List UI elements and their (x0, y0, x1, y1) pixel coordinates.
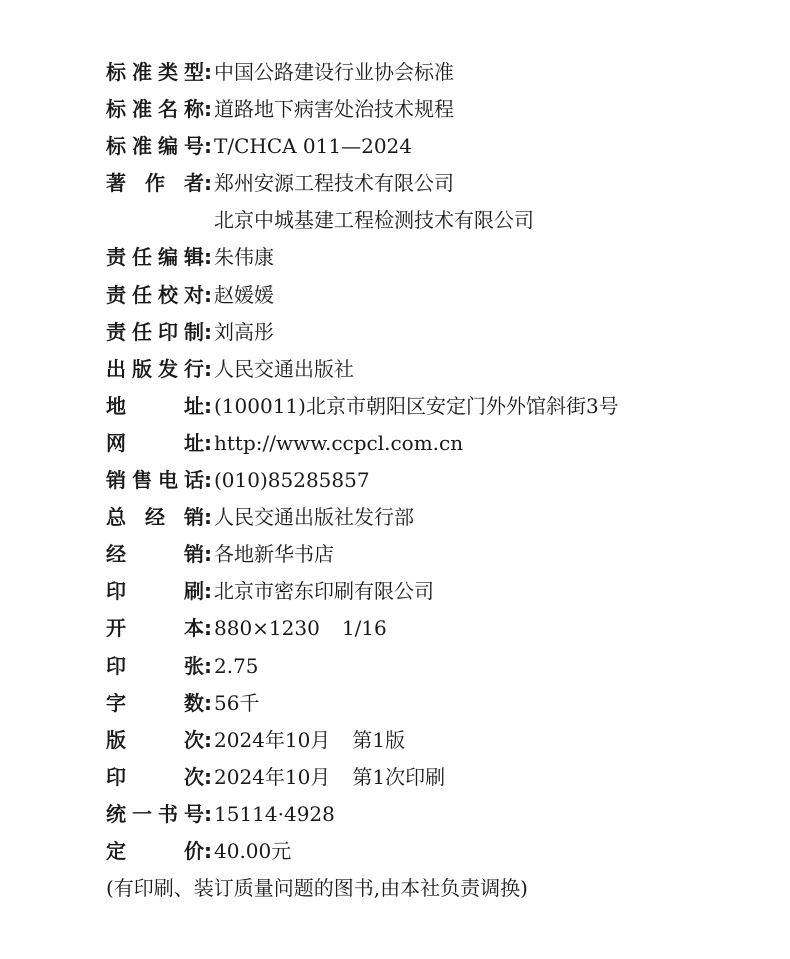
label-char: 开 (106, 616, 126, 641)
colophon-row (106, 425, 766, 462)
label-char: 发 (158, 356, 178, 381)
row-colon: : (204, 505, 212, 530)
row-label (106, 91, 204, 128)
row-value (210, 610, 387, 647)
label-char: 地 (106, 393, 126, 418)
row-colon: : (204, 282, 212, 307)
label-char: 编 (158, 134, 178, 159)
label-char: 名 (158, 97, 178, 122)
label-char: 辑 (184, 245, 204, 270)
label-char: 标 (106, 60, 126, 84)
row-value-text: (100011)北京市朝阳区安定门外外馆斜街3号 (214, 393, 619, 418)
row-value-text: 道路地下病害处治技术规程 (214, 97, 454, 122)
colophon-row (106, 573, 766, 610)
row-label (106, 722, 204, 759)
row-colon: : (204, 319, 212, 344)
row-colon: : (204, 245, 212, 270)
row-label (106, 239, 204, 276)
label-char: 统 (106, 801, 126, 826)
row-label (106, 685, 204, 722)
row-value (210, 277, 274, 314)
row-label (106, 796, 204, 833)
label-char: 数 (184, 690, 204, 715)
row-value-text: http://www.ccpcl.com.cn (214, 430, 464, 455)
row-colon: : (204, 171, 212, 196)
label-char: 准 (132, 60, 152, 84)
row-label (106, 54, 204, 91)
row-value (210, 91, 454, 128)
row-value-text: 15114·4928 (214, 801, 335, 826)
label-char: 印 (106, 764, 126, 789)
label-char: 作 (145, 171, 165, 196)
row-colon: : (204, 764, 212, 789)
label-char: 电 (158, 468, 178, 493)
label-char: 一 (132, 801, 152, 826)
row-value (210, 573, 434, 610)
label-char: 号 (184, 801, 204, 826)
row-value-text: 朱伟康 (214, 245, 274, 270)
label-char: 标 (106, 97, 126, 122)
row-value-text: 40.00元 (214, 838, 292, 863)
colophon-row (106, 54, 766, 91)
label-char: 次 (184, 727, 204, 752)
row-colon: : (204, 134, 212, 159)
row-value-text: 56千 (214, 690, 260, 715)
label-char: 号 (184, 134, 204, 159)
label-char: 版 (106, 727, 126, 752)
label-char: 字 (106, 690, 126, 715)
row-label (106, 314, 204, 351)
row-label (106, 573, 204, 610)
label-char: 总 (106, 505, 126, 530)
row-value-text: 2024年10月 (214, 764, 331, 789)
colophon-row (106, 499, 766, 536)
label-char: 话 (184, 468, 204, 493)
row-label (106, 128, 204, 165)
row-value (210, 388, 619, 425)
label-char: 行 (184, 356, 204, 381)
row-colon: : (204, 393, 212, 418)
row-colon: : (204, 801, 212, 826)
row-value (210, 722, 405, 759)
row-label (106, 833, 204, 870)
row-value (210, 128, 412, 165)
label-char: 网 (106, 430, 126, 455)
colophon-row (106, 388, 766, 425)
label-char: 经 (145, 505, 165, 530)
label-char: 校 (158, 282, 178, 307)
colophon-row (106, 759, 766, 796)
colophon-rows (106, 54, 766, 870)
row-colon: : (204, 616, 212, 641)
label-char: 经 (106, 542, 126, 567)
label-char: 对 (184, 282, 204, 307)
label-char: 销 (184, 505, 204, 530)
row-value-secondary: 第1次印刷 (352, 764, 446, 789)
colophon-row (106, 648, 766, 685)
colophon (106, 54, 766, 907)
row-colon: : (204, 356, 212, 381)
row-label (106, 388, 204, 425)
label-char: 印 (106, 579, 126, 604)
label-char: 任 (132, 282, 152, 307)
row-value (210, 165, 454, 202)
label-char: 销 (184, 542, 204, 567)
row-value-text: 北京中城基建工程检测技术有限公司 (214, 208, 534, 233)
colophon-row (106, 536, 766, 573)
colophon-row (106, 314, 766, 351)
row-value-text: 2024年10月 (214, 727, 331, 752)
row-value (210, 462, 370, 499)
label-char: 者 (184, 171, 204, 196)
row-label (106, 648, 204, 685)
row-value-text: 2.75 (214, 653, 259, 678)
row-value-secondary: 第1版 (352, 727, 406, 752)
row-label (106, 499, 204, 536)
row-value-text: 人民交通出版社 (214, 356, 354, 381)
row-value (210, 239, 274, 276)
colophon-row (106, 277, 766, 314)
row-colon: : (204, 542, 212, 567)
label-char: 称 (184, 97, 204, 122)
row-value-text: 北京市密东印刷有限公司 (214, 579, 434, 604)
row-value (210, 425, 463, 462)
label-char: 印 (158, 319, 178, 344)
label-char: 张 (184, 653, 204, 678)
label-char: 本 (184, 616, 204, 641)
label-char: 次 (184, 764, 204, 789)
label-char: 著 (106, 171, 126, 196)
label-char: 印 (106, 653, 126, 678)
colophon-row (106, 351, 766, 388)
row-value (210, 202, 534, 239)
row-value-text: T/CHCA 011—2024 (214, 134, 412, 159)
label-char: 刷 (184, 579, 204, 604)
row-colon: : (204, 690, 212, 715)
label-char: 责 (106, 319, 126, 344)
row-colon: : (204, 468, 212, 493)
row-value-text: 赵媛媛 (214, 282, 274, 307)
label-char: 版 (132, 356, 152, 381)
row-label (106, 351, 204, 388)
colophon-row (106, 91, 766, 128)
row-value (210, 536, 334, 573)
row-colon: : (204, 579, 212, 604)
row-value-text: 人民交通出版社发行部 (214, 505, 414, 530)
label-char: 标 (106, 134, 126, 159)
row-colon: : (204, 838, 212, 863)
colophon-row (106, 202, 766, 239)
row-colon: : (204, 430, 212, 455)
label-char: 责 (106, 245, 126, 270)
row-value-text: 郑州安源工程技术有限公司 (214, 171, 454, 196)
row-colon: : (204, 727, 212, 752)
row-colon: : (204, 97, 212, 122)
colophon-row (106, 462, 766, 499)
label-char: 任 (132, 245, 152, 270)
row-label (106, 536, 204, 573)
row-value-text: 880×1230 (214, 616, 320, 641)
label-char: 责 (106, 282, 126, 307)
row-label (106, 425, 204, 462)
colophon-row (106, 833, 766, 870)
label-char: 址 (184, 430, 204, 455)
row-value (210, 833, 291, 870)
quality-note: (有印刷、装订质量问题的图书,由本社负责调换) (106, 876, 528, 901)
row-value (210, 796, 335, 833)
row-value-text: (010)85285857 (214, 468, 370, 493)
label-char: 准 (132, 134, 152, 159)
colophon-row (106, 722, 766, 759)
colophon-row (106, 128, 766, 165)
colophon-row (106, 685, 766, 722)
row-value-text: 中国公路建设行业协会标准 (214, 60, 454, 84)
row-value (210, 648, 259, 685)
row-value (210, 54, 454, 91)
row-value (210, 759, 445, 796)
row-colon: : (204, 653, 212, 678)
row-value-text: 刘高彤 (214, 319, 274, 344)
label-char: 准 (132, 97, 152, 122)
label-char: 型 (184, 60, 204, 84)
row-label (106, 759, 204, 796)
row-label (106, 277, 204, 314)
label-char: 书 (158, 801, 178, 826)
row-value-text: 各地新华书店 (214, 542, 334, 567)
row-label (106, 610, 204, 647)
colophon-row (106, 239, 766, 276)
row-label (106, 165, 204, 202)
row-label (106, 462, 204, 499)
row-colon: : (204, 60, 212, 84)
row-value (210, 351, 354, 388)
label-char: 出 (106, 356, 126, 381)
row-value (210, 685, 259, 722)
colophon-row (106, 796, 766, 833)
label-char: 址 (184, 393, 204, 418)
row-value (210, 499, 414, 536)
label-char: 类 (158, 60, 178, 84)
colophon-row (106, 165, 766, 202)
label-char: 任 (132, 319, 152, 344)
label-char: 制 (184, 319, 204, 344)
colophon-row (106, 610, 766, 647)
label-char: 销 (106, 468, 126, 493)
label-char: 售 (132, 468, 152, 493)
label-char: 编 (158, 245, 178, 270)
row-value (210, 314, 274, 351)
row-value-secondary: 1/16 (341, 616, 387, 641)
label-char: 价 (184, 838, 204, 863)
label-char: 定 (106, 838, 126, 863)
